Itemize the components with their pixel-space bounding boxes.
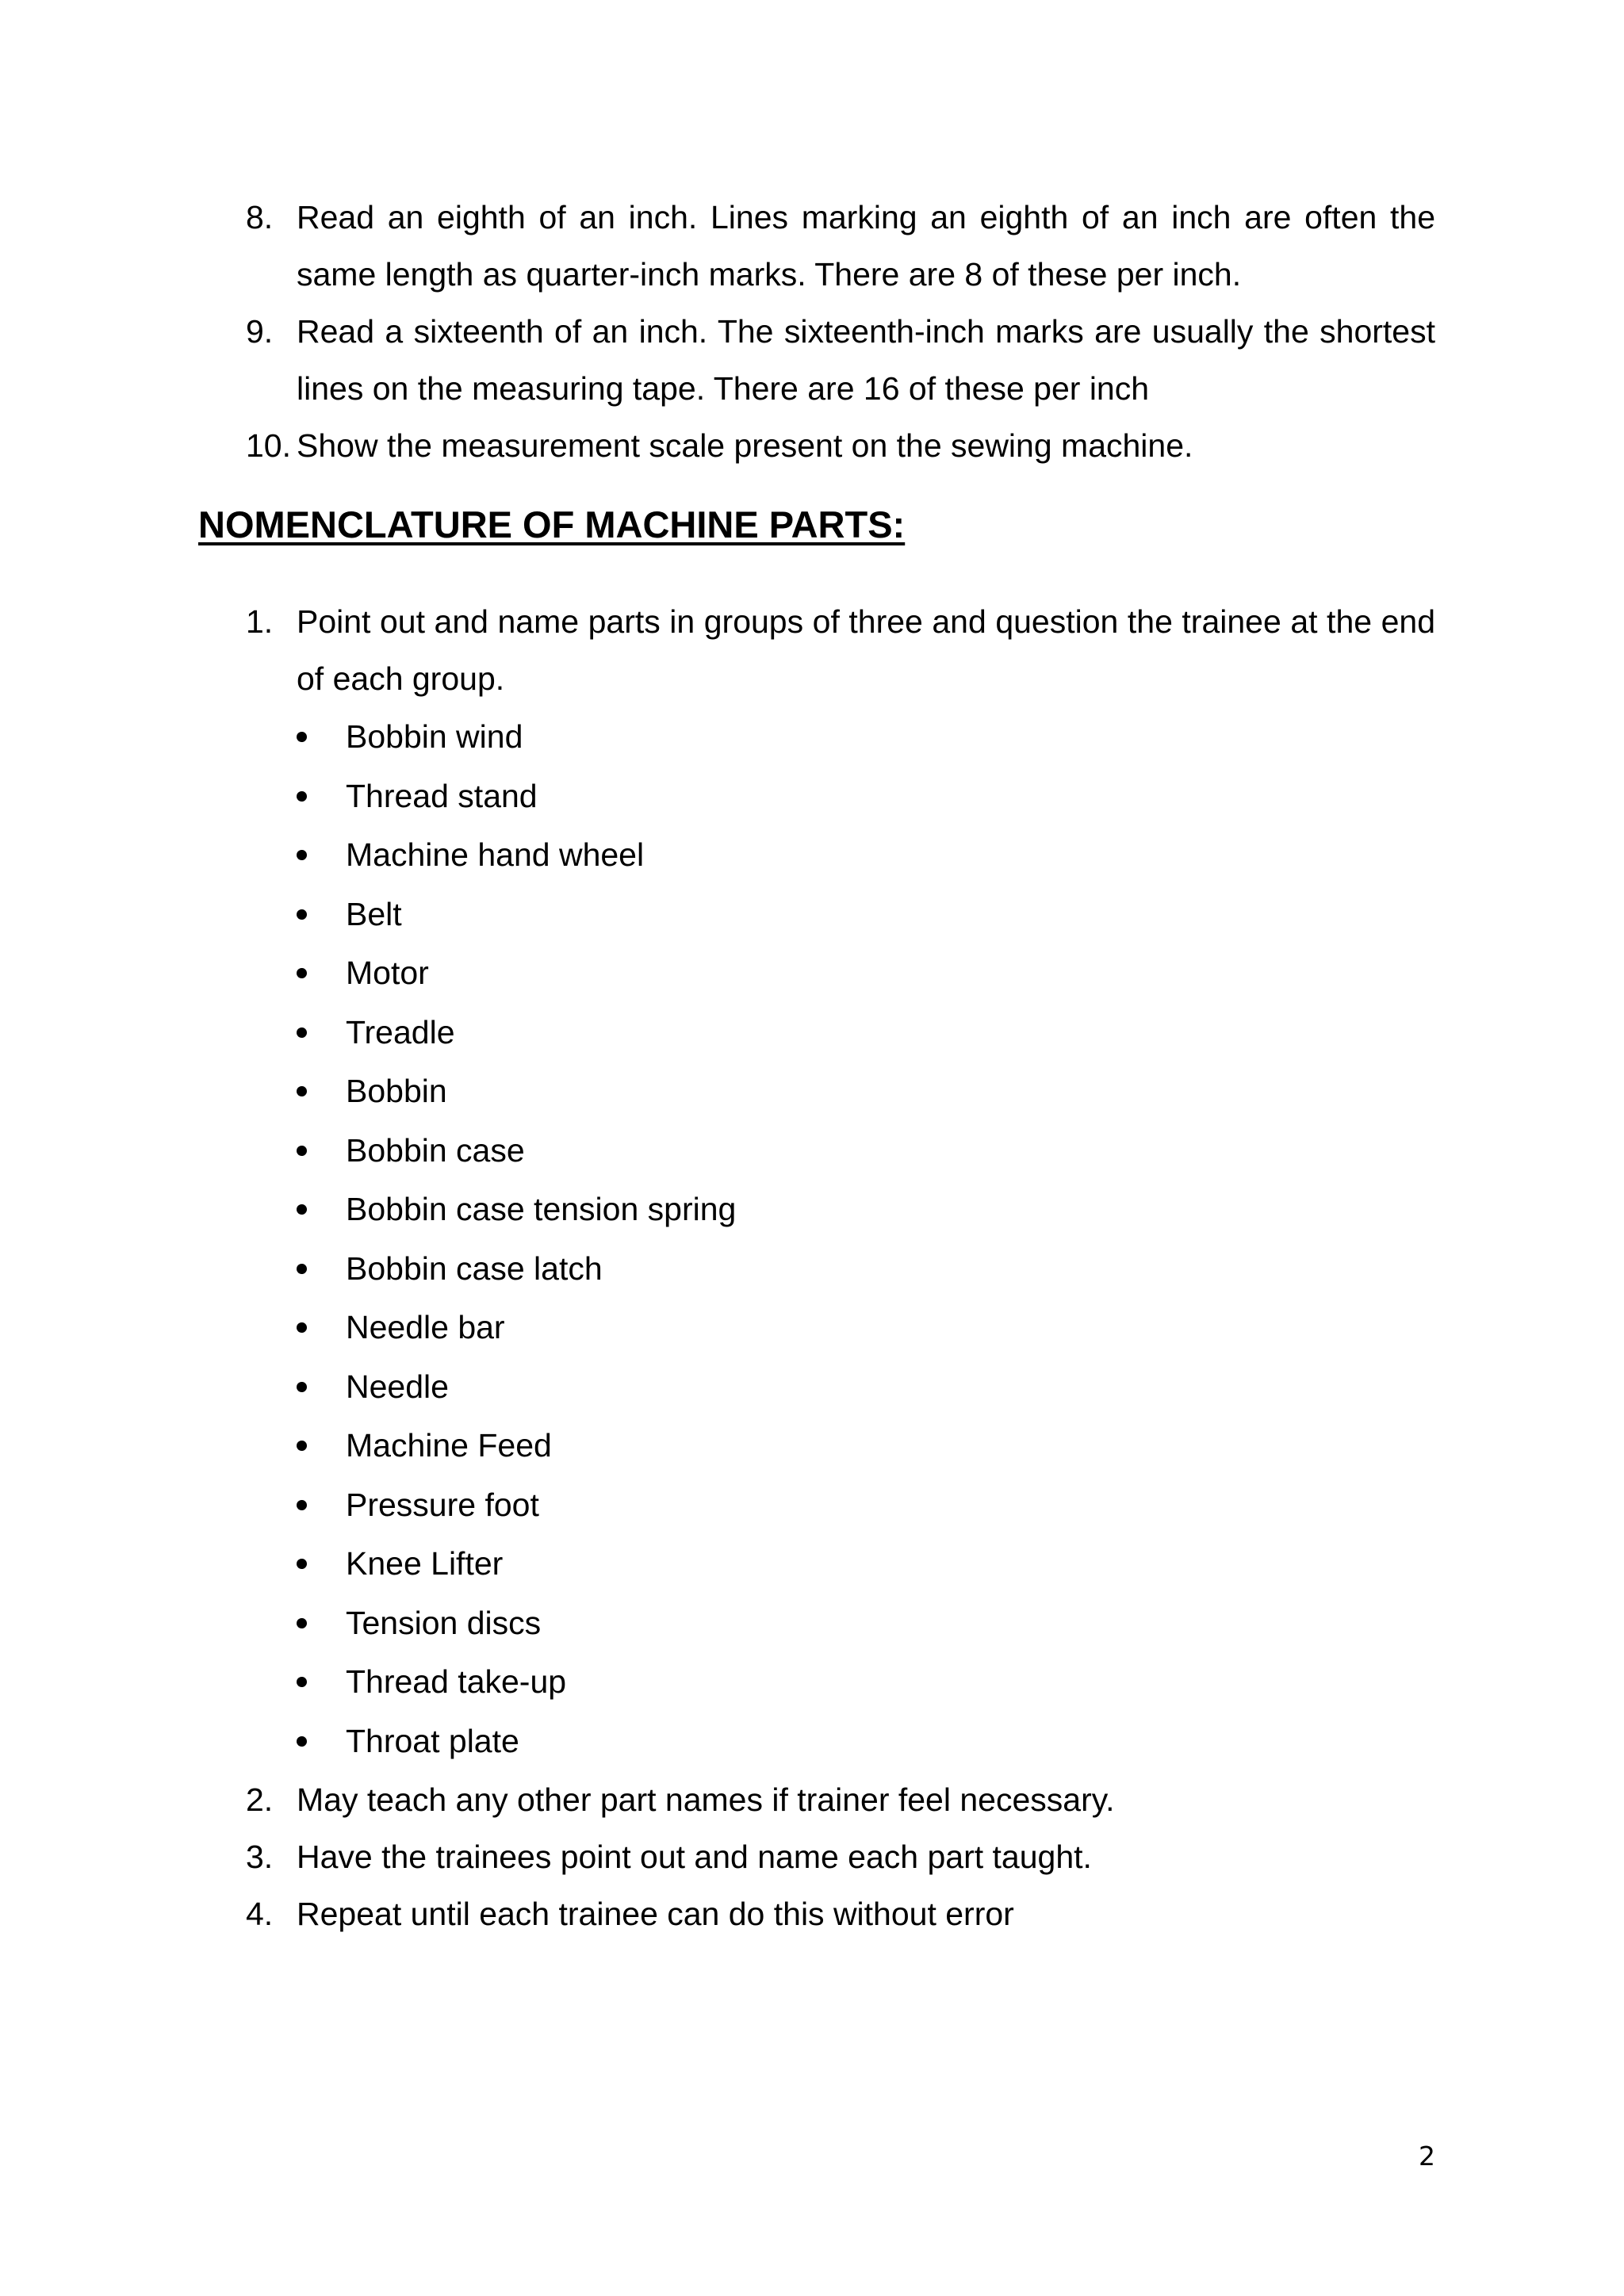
part-name: Belt (346, 895, 402, 932)
part-name: Needle (346, 1368, 449, 1405)
list-item (297, 1475, 736, 1535)
list-item (297, 1357, 736, 1417)
list-item (297, 1416, 736, 1475)
bullet-icon (297, 850, 307, 860)
step-text: Have the trainees point out and name each part taught. (297, 1839, 1092, 1875)
part-name: Bobbin (346, 1073, 447, 1109)
page-number: 2 (1419, 2141, 1435, 2172)
step-text: Point out and name parts in groups of three and question the trainee at the end of each group. (297, 603, 1435, 697)
step-number: 2. (246, 1781, 274, 1818)
bullet-icon (297, 909, 307, 920)
list-text: Read an eighth of an inch. Lines marking an eighth of an inch are often the same length as quarter-inch marks. There are 8 of these per inch. (297, 199, 1435, 293)
list-number: 9. (246, 313, 274, 350)
part-name: Tension discs (346, 1604, 542, 1641)
part-name: Throat plate (346, 1722, 519, 1759)
part-name: Bobbin case latch (346, 1249, 603, 1287)
list-item (297, 1003, 736, 1062)
part-name: Motor (346, 955, 429, 991)
list-item-9 (246, 303, 1435, 417)
list-item (297, 1594, 736, 1653)
bullet-icon (297, 1086, 307, 1096)
part-name: Needle bar (346, 1309, 505, 1345)
part-name: Thread take-up (346, 1663, 567, 1700)
list-item (297, 1652, 736, 1712)
step-3 (246, 1828, 1435, 1885)
list-item (297, 1712, 736, 1771)
bullet-icon (297, 1500, 307, 1510)
bullet-icon (297, 968, 307, 978)
part-name: Machine Feed (346, 1427, 552, 1464)
bullet-icon (297, 1204, 307, 1215)
part-name: Bobbin wind (346, 718, 523, 755)
list-item (297, 1298, 736, 1357)
list-number: 10. (246, 427, 291, 464)
step-number: 3. (246, 1839, 274, 1875)
bullet-icon (297, 1441, 307, 1451)
part-name: Machine hand wheel (346, 836, 645, 873)
bullet-icon (297, 732, 307, 742)
bullet-icon (297, 791, 307, 802)
step-text: Repeat until each trainee can do this without error (297, 1896, 1014, 1932)
list-item-8 (246, 189, 1435, 303)
part-name: Thread stand (346, 777, 538, 814)
step-number: 4. (246, 1896, 274, 1932)
bullet-icon (297, 1146, 307, 1156)
list-item (297, 1534, 736, 1594)
bullet-icon (297, 1736, 307, 1747)
part-name: Treadle (346, 1013, 455, 1050)
list-number: 8. (246, 199, 274, 235)
bullet-icon (297, 1027, 307, 1038)
list-item (297, 1062, 736, 1121)
list-text: Show the measurement scale present on the sewing machine. (297, 427, 1193, 464)
list-item (297, 767, 736, 826)
list-item-10 (246, 417, 1435, 474)
list-item (297, 943, 736, 1003)
bullet-icon (297, 1264, 307, 1274)
list-item (297, 1180, 736, 1239)
list-text: Read a sixteenth of an inch. The sixteenth-inch marks are usually the shortest lines on the measuring tape. There are 16 of these per inch (297, 313, 1435, 407)
bullet-icon (297, 1618, 307, 1628)
part-name: Pressure foot (346, 1486, 539, 1523)
list-item (297, 707, 736, 767)
list-item (297, 1121, 736, 1181)
step-1 (246, 593, 1435, 707)
bullet-icon (297, 1322, 307, 1333)
part-name: Bobbin case (346, 1131, 525, 1169)
bullet-icon (297, 1382, 307, 1392)
list-item (297, 1239, 736, 1299)
step-number: 1. (246, 603, 274, 640)
part-name: Bobbin case tension spring (346, 1191, 737, 1227)
parts-list (297, 707, 736, 1770)
step-4 (246, 1885, 1435, 1942)
bullet-icon (297, 1677, 307, 1687)
section-heading: NOMENCLATURE OF MACHINE PARTS: (198, 503, 906, 545)
bullet-icon (297, 1559, 307, 1569)
list-item (297, 825, 736, 885)
step-text: May teach any other part names if trainer feel necessary. (297, 1781, 1115, 1818)
step-2 (246, 1771, 1435, 1828)
part-name: Knee Lifter (346, 1545, 504, 1582)
list-item (297, 885, 736, 944)
